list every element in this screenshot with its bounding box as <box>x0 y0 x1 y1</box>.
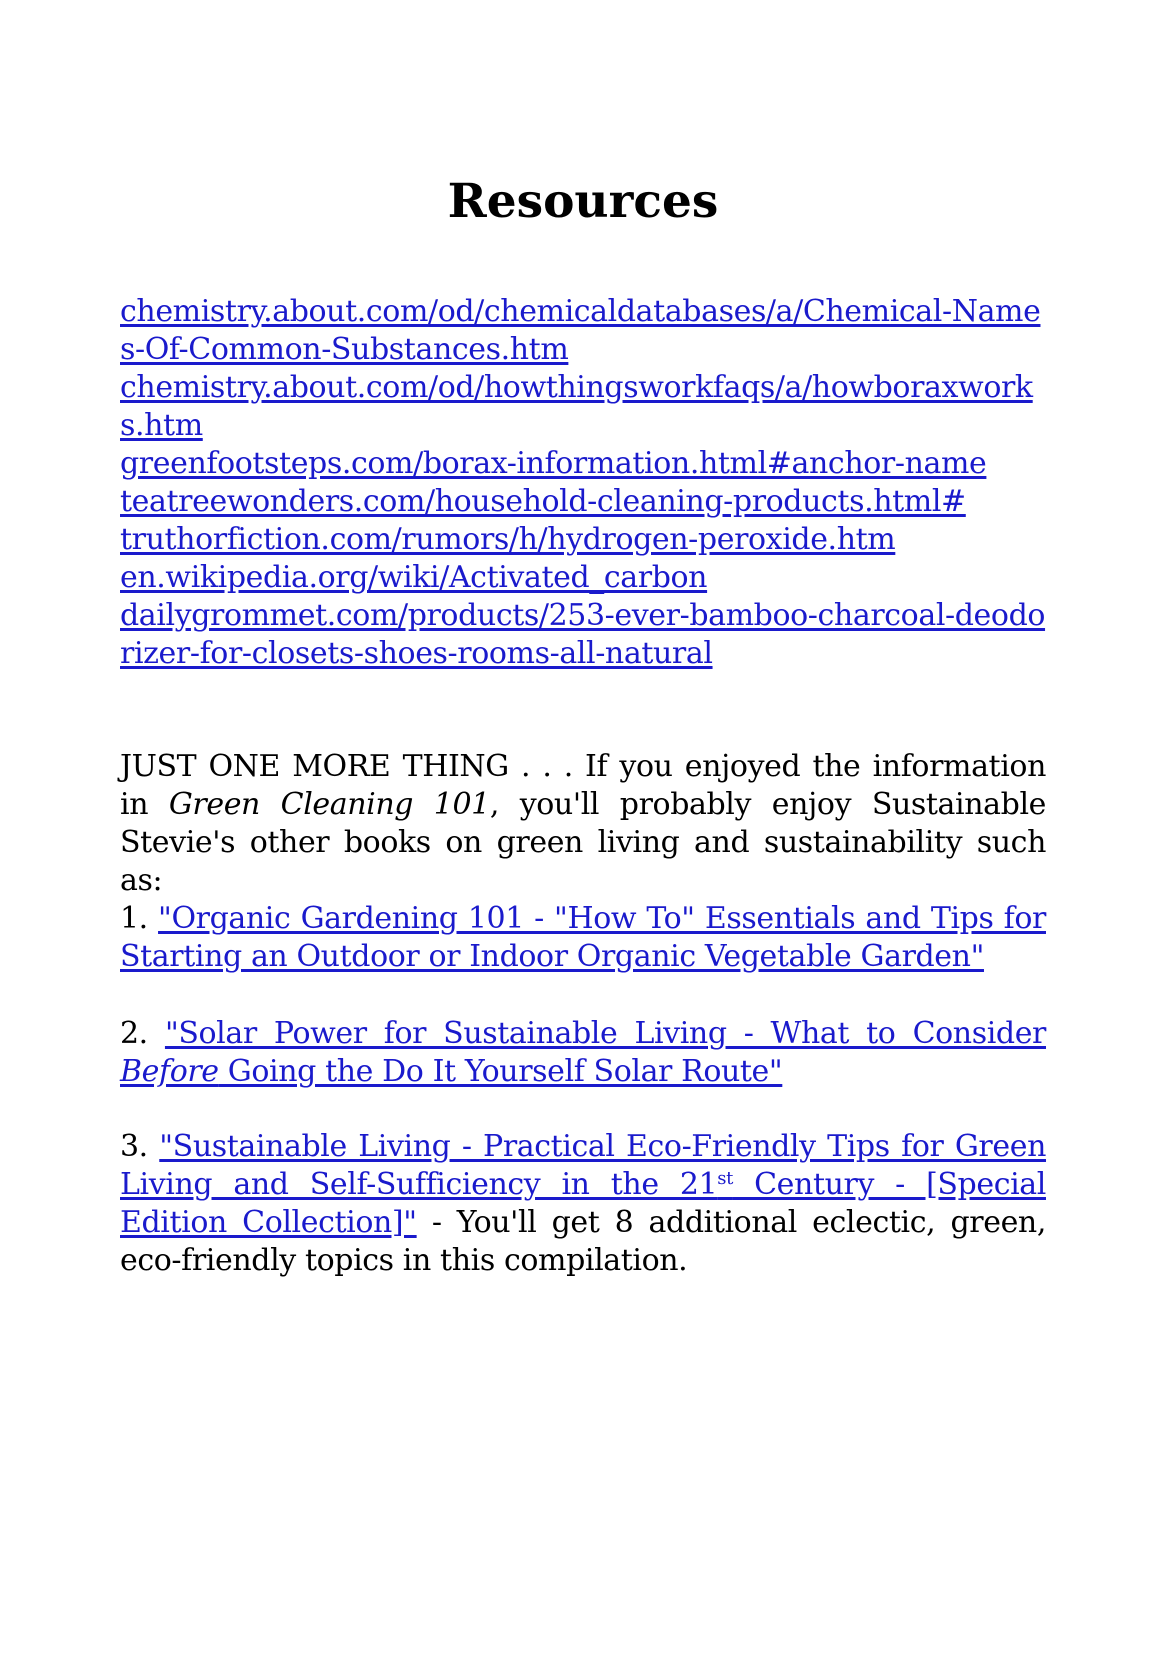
resource-link[interactable]: teatreewonders.com/household-cleaning-products.html# <box>120 484 966 519</box>
intro-lead: JUST ONE MORE THING . . . If you enjoyed the information in <box>120 749 1046 822</box>
resource-link[interactable]: greenfootsteps.com/borax-information.html#anchor-name <box>120 446 987 481</box>
book-note: - You'll get 8 additional eclectic, green, eco-friendly topics in this compilation. <box>120 1205 1046 1278</box>
book-item <box>120 1128 1046 1280</box>
page-title: Resources <box>447 174 719 229</box>
intro-rest: , you'll probably enjoy Sustainable Stevie's other books on green living and sustainability such as: <box>120 787 1046 898</box>
resource-link[interactable]: dailygrommet.com/products/253-ever-bamboo-charcoal-deodorizer-for-closets-shoes-rooms-all-natural <box>120 598 1046 671</box>
book-title-end: Century - [Special Edition Collection]" <box>120 1167 1046 1240</box>
ordinal-suffix: st <box>717 1168 733 1189</box>
resource-link[interactable]: en.wikipedia.org/wiki/Activated_carbon <box>120 560 708 595</box>
book-link[interactable] <box>120 1016 1046 1089</box>
book-title-start: "Solar Power for Sustainable Living - What to Consider <box>164 1016 1046 1051</box>
book-number: 1. <box>120 901 148 936</box>
book-title-end: Going the Do It Yourself Solar Route" <box>218 1054 783 1089</box>
resource-link[interactable]: chemistry.about.com/od/chemicaldatabases/a/Chemical-Names-Of-Common-Substances.htm <box>120 294 1041 367</box>
book-item <box>120 1015 1046 1091</box>
resource-link[interactable]: truthorfiction.com/rumors/h/hydrogen-peroxide.htm <box>120 522 896 557</box>
book-number: 2. <box>120 1016 148 1051</box>
resource-link[interactable]: chemistry.about.com/od/howthingsworkfaqs/a/howboraxworks.htm <box>120 370 1033 443</box>
book-number: 3. <box>120 1129 148 1164</box>
book-link[interactable]: "Organic Gardening 101 - "How To" Essentials and Tips for Starting an Outdoor or Indoor Organic Vegetable Garden" <box>120 901 1046 974</box>
book-title-emphasis: Before <box>120 1054 219 1089</box>
intro-paragraph <box>120 748 1046 900</box>
book-title-start: "Sustainable Living - Practical Eco-Friendly Tips for Green Living and Self-Sufficiency in the 21 <box>120 1129 1047 1202</box>
intro-book-title: Green Cleaning 101 <box>168 787 490 822</box>
book-item <box>120 900 1046 976</box>
resource-links-list <box>120 293 1046 673</box>
